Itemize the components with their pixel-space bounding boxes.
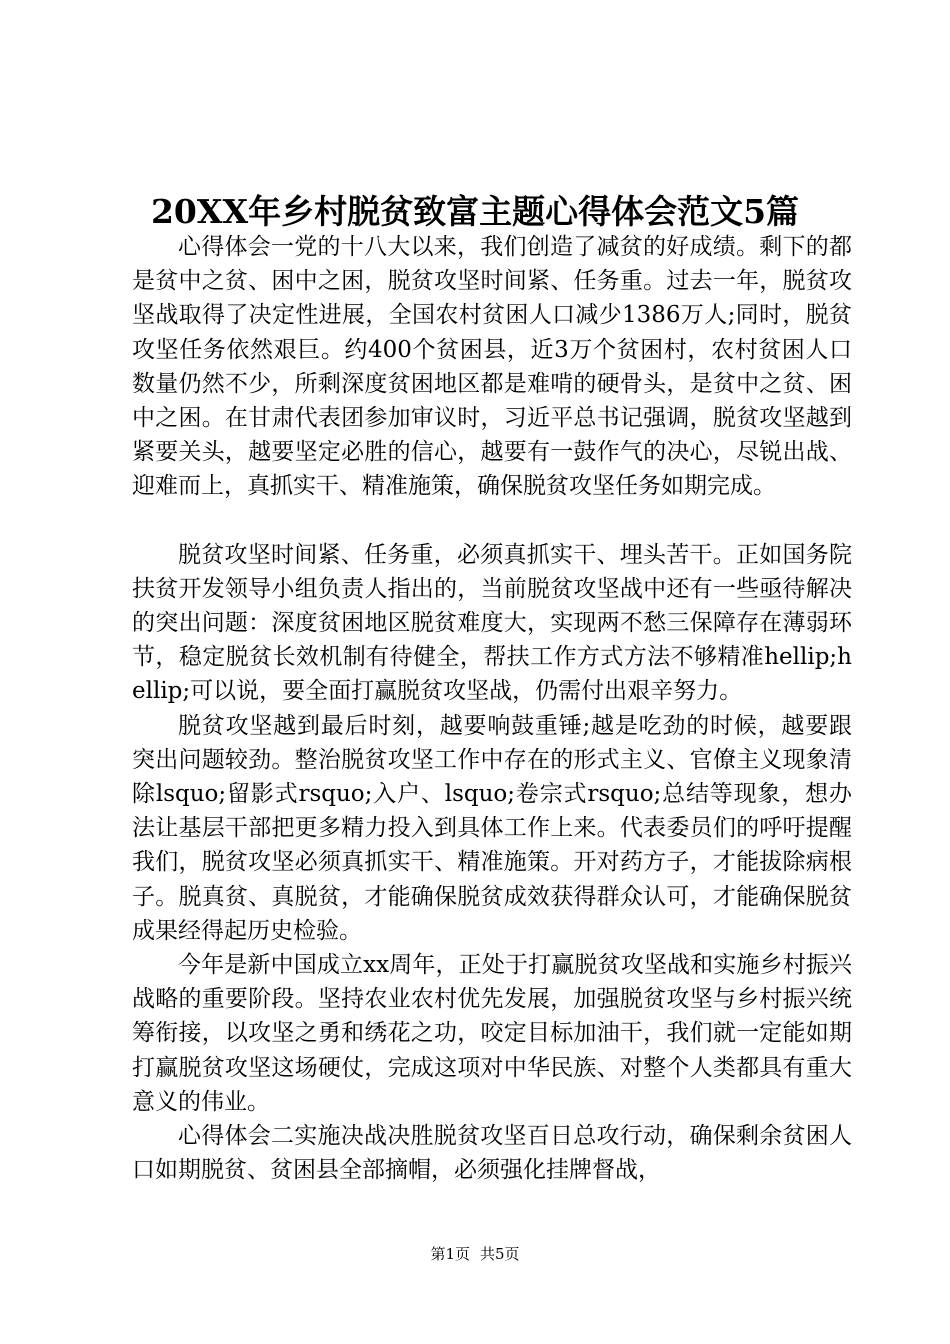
paragraph-4: 今年是新中国成立xx周年，正处于打赢脱贫攻坚战和实施乡村振兴战略的重要阶段。坚持农业农村优先发展，加强脱贫攻坚与乡村振兴统筹衔接，以攻坚之勇和绣花之功，咬定目标加油干，我们就一定能如期打赢脱贫攻坚这场硬仗，完成这项对中华民族、对整个人类都具有重大意义的伟业。 [132,952,852,1115]
paragraph-3: 脱贫攻坚越到最后时刻，越要响鼓重锤;越是吃劲的时候，越要跟突出问题较劲。整治脱贫攻坚工作中存在的形式主义、官僚主义现象清除lsquo;留影式rsquo;入户、lsquo;卷宗式rsquo;总结等现象，想办法让基层干部把更多精力投入到具体工作上来。代表委员们的呼吁提醒我们，脱贫攻坚必须真抓实干、精准施策。开对药方子，才能拔除病根子。脱真贫、真脱贫，才能确保脱贫成效获得群众认可，才能确保脱贫成果经得起历史检验。 [132,712,852,944]
paragraph-5: 心得体会二实施决战决胜脱贫攻坚百日总攻行动，确保剩余贫困人口如期脱贫、贫困县全部摘帽，必须强化挂牌督战， [132,1123,852,1184]
paragraph-1: 心得体会一党的十八大以来，我们创造了减贫的好成绩。剩下的都是贫中之贫、困中之困，脱贫攻坚时间紧、任务重。过去一年，脱贫攻坚战取得了决定性进展，全国农村贫困人口减少1386万人;同时，脱贫攻坚任务依然艰巨。约400个贫困县，近3万个贫困村，农村贫困人口数量仍然不少，所剩深度贫困地区都是难啃的硬骨头，是贫中之贫、困中之困。在甘肃代表团参加审议时，习近平总书记强调，脱贫攻坚越到紧要关头，越要坚定必胜的信心，越要有一鼓作气的决心，尽锐出战、迎难而上，真抓实干、精准施策，确保脱贫攻坚任务如期完成。 [132,234,852,500]
paragraph-2: 脱贫攻坚时间紧、任务重，必须真抓实干、埋头苦干。正如国务院扶贫开发领导小组负责人指出的，当前脱贫攻坚战中还有一些亟待解决的突出问题：深度贫困地区脱贫难度大，实现两不愁三保障存在薄弱环节，稳定脱贫长效机制有待健全，帮扶工作方式方法不够精准hellip;hellip;可以说，要全面打赢脱贫攻坚战，仍需付出艰辛努力。 [132,541,852,705]
page-number-total: 共5页 [480,1245,520,1263]
page-footer [0,1244,950,1264]
document-title: 20XX年乡村脱贫致富主题心得体会范文5篇 [150,192,800,231]
page-number-current: 第1页 [430,1245,470,1263]
document-body [132,230,852,1187]
